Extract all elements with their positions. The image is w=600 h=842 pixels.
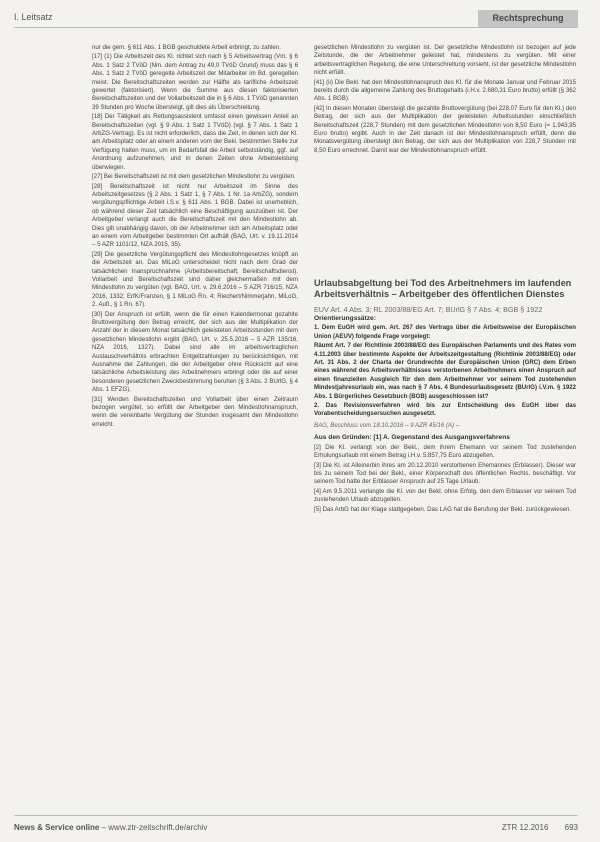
paragraph: [42] In diesen Monaten übersteigt die gezahlte Bruttovergütung (bei 228,07 Euro für den Kl.) den Betrag, der sich aus der Multiplikation der geleisteten Arbeitsstunden einschließlich Bereitschaftszeit (228,7 Stunden) mit dem gesetzlichen Mindestlohn von 8,50 Euro (= 1.943,95 Euro brutto) ergibt. Auch in der Zeit danach ist der Mindestlohnanspruch erfüllt, denn die Monatsvergütung übersteigt den Betrag, der sich aus der Multiplikation von 228,7 Stunden mit 8,50 Euro errechnet. Damit war der Mindestlohnanspruch erfüllt.	[314, 104, 576, 154]
statute-references: EUV Art. 4 Abs. 3; RL 2003/88/EG Art. 7; BUrlG § 7 Abs. 4; BGB § 1922	[314, 305, 543, 314]
paragraph: [18] Der Tätigkeit als Rettungsassistent umfasst einen gewissen Anteil an Bereitschaftszeiten (vgl. § 9 Abs. 1 Satz 1 TVöD) (vgl. § 7 Abs. 1 Satz 1 ArbZG-Vertrag). Es ist nicht erforderlich, dass die Zeit, in denen sich der Kl. am Arbeitsplatz oder an einem anderen vom der Bekl. bestimmten Stelle zur Verfügung halten muss, um im Bedarfsfall die Arbeit selbstständig, ggf. auf Anordnung aufzunehmen, und in denen Zeiten ohne Arbeitsleistung überwiegen.	[92, 113, 298, 171]
left-text-column	[92, 44, 298, 800]
paragraph: [28] Bereitschaftszeit ist nicht nur Arbeitszeit im Sinne des Arbeitszeitgesetzes (§ 2 Abs. 1 Satz 1, § 7 Abs. 1 Nr. 1a ArbZG), sondern vergütungspflichtige Arbeit i.S.v. § 611 Abs. 1 BGB. Dabei ist unerheblich, ob während dieser Zeit tatsächlich eine Beschäftigung auszuüben ist. Der Arbeitgeber verlangt auch die Bereitschaftszeit mit den Mindestlohn ab. Dies gilt unabhängig davon, ob der Arbeitnehmer sich am Arbeitsplatz oder an einem vom Arbeitgeber bestimmten Ort aufhält (BAG, Urt. v. 19.11.2014 – 5 AZR 1101/12, NZA 2015, 35).	[92, 182, 298, 249]
guiding-principle: 2. Das Revisionsverfahren wird bis zur Entscheidung des EuGH über das Vorabentscheidungsersuchen ausgesetzt.	[314, 402, 576, 418]
paragraph: [5] Das ArbG hat der Klage stattgegeben. Das LAG hat die Berufung der Bekl. zurückgewiesen.	[314, 505, 572, 513]
paragraph: nur die gem. § 611 Abs. 1 BGB geschuldete Arbeit erbringt, zu zahlen.	[92, 44, 281, 51]
paragraph: gesetzlichen Mindestlohn zu vergüten ist. Der gesetzliche Mindestlohn ist bezogen auf jede Zeitstunde, die der Arbeitnehmer geleistet hat, mindestens zu vergüten. Mit einer arbeitsvertraglichen Regelung, die eine Unterschreitung vorsieht, ist der gesetzliche Mindestlohn nicht erfüllt.	[314, 44, 576, 77]
paragraph: [3] Die Kl. ist Alleinerbin ihres am 20.12.2010 verstorbenen Ehemannes (Erblasser). Dieser war bis zu seinem Tod bei der Bekl., einer Körperschaft des öffentlichen Rechts, beschäftigt. Vor seinem Tod hatte der Erblasser Anspruch auf 25 Tage Urlaub.	[314, 461, 576, 486]
paragraph: [30] Der Anspruch ist erfüllt, wenn die für einen Kalendermonat gezahlte Bruttovergütung den Betrag erreicht, der sich aus der Multiplikation der Anzahl der in diesem Monat tatsächlich geleisteten Arbeitsstunden mit dem gesetzlichen Mindestlohn ergibt (BAG, Urt. v. 25.5.2016 – 5 AZR 135/16, NZA 2016, 1327). Dabei sind alle im arbeitsvertraglichen Austauschverhältnis erbrachten Entgeltzahlungen zu berücksichtigen, mit Ausnahme der Zahlungen, die der Arbeitgeber ohne Rücksicht auf eine tatsächliche Arbeitsleistung des Arbeitnehmers erbringt oder die auf einer besonderen gesetzlichen Zweckbestimmung beruhen (§ 3 Abs. 2 BUrlG, § 4 Abs. 1 EFZG).	[92, 310, 298, 394]
paragraph: [29] Die gesetzliche Vergütungspflicht des Mindestlohngesetzes knüpft an die Arbeitszeit an. Das MiLoG unterscheidet nicht nach dem Grad der tatsächlichen Inanspruchnahme (Arbeitsbereitschaft, Bereitschaftsdienst). Vollarbeit und Bereitschaftszeit sind daher gleichermaßen mit dem Mindestlohn zu vergüten (vgl. BAG, Urt. v. 29.6.2016 – 5 AZR 716/15, NZA 2016, 1332; ErfK/Franzen, § 1 MiLoG Rn. 4; Riechert/Nimmerjahn, MiLoG, 2. Aufl., § 1 Rn. 67).	[92, 250, 298, 309]
guiding-principle: 1. Dem EuGH wird gem. Art. 267 des Vertrags über die Arbeitsweise der Europäischen Union (AEUV) folgende Frage vorgelegt:	[314, 324, 576, 340]
previous-decision-end	[314, 44, 576, 264]
guiding-principles-heading: Orientierungssätze:	[314, 315, 376, 322]
header-rule	[14, 27, 578, 28]
decision-article	[314, 278, 576, 514]
section-header: I. Leitsatz	[14, 12, 53, 22]
article-title: Urlaubsabgeltung bei Tod des Arbeitnehmers im laufenden Arbeitsverhältnis – Arbeitgeber des öffentlichen Dienstes	[314, 278, 572, 299]
right-text-column	[314, 44, 576, 804]
paragraph: [2] Die Kl. verlangt von der Bekl., dem ihrem Ehemann vor seinem Tod zustehenden Erholungsurlaub mit einem Betrag i.H.v. 5.857,75 Euro abzugelten.	[314, 443, 576, 460]
footer-rule	[14, 815, 578, 816]
paragraph: [41] (ii) Die Bekl. hat den Mindestlohnanspruch des Kl. für die Monate Januar und Februar 2015 bereits durch die allgemeine Zahlung des Bruttogehalts (i.H.v. 2.680,31 Euro brutto) erfüllt (§ 362 Abs. 1 BGB).	[314, 78, 576, 103]
footer-brand: News & Service online – www.ztr-zeitschrift.de/archiv	[14, 823, 208, 832]
footer-url-link[interactable]: www.ztr-zeitschrift.de/archiv	[108, 823, 208, 832]
journal-issue: ZTR 12.2016	[501, 823, 549, 832]
decision-citation: BAG, Beschluss vom 18.10.2016 – 9 AZR 45/16 (A) –	[314, 421, 460, 429]
footer-brand-label: News & Service online	[14, 823, 100, 832]
page-number: 693	[564, 823, 578, 832]
guiding-principle: Räumt Art. 7 der Richtlinie 2003/88/EG des Europäischen Parlaments und des Rates vom 4.11.2003 über bestimmte Aspekte der Arbeitszeitgestaltung (Richtlinie 2003/88/EG) oder Art. 31 Abs. 2 der Charta der Grundrechte der Europäischen Union (GRC) dem Erben eines während des Arbeitsverhältnisses verstorbenen Arbeitnehmers einen Anspruch auf einen finanziellen Ausgleich für den dem Arbeitnehmer vor seinem Tod zustehenden Mindestjahresurlaub ein, was nach § 7 Abs. 4 Bundesurlaubsgesetz (BUrlG) i.V.m. § 1922 Abs. 1 Bürgerliches Gesetzbuch (BGB) ausgeschlossen ist?	[314, 342, 576, 400]
footer-issue	[502, 823, 578, 832]
paragraph: [4] Am 9.5.2011 verlangte die Kl. von der Bekl. ohne Erfolg, den dem Erblasser vor seinem Tod zustehenden Urlaub abzugelten.	[314, 487, 576, 504]
paragraph: [17] (1) Die Arbeitszeit des Kl. richtet sich nach § 5 Arbeitsvertrag (Vm. § 6 Abs. 1 Satz 2 TVöD (Nm. dem Antrag zu 49,0 TVöD Grund) muss das § 6 Abs. 1 Satz 2 TVöD geregelte Arbeitszeit der Mitarbeiter im Bd. geregelten meist. Die Bereitschaftszeiten werden zur Hälfte als tarifliche Arbeitszeit gewertet (faktorisiert). Wenn die Summe aus diesen faktorisierten Bereitschaftszeiten und der Vollarbeitszeit die in § 6 Abs. 1 TVöD genannten 39 Stunden pro Woche übersteigt, gilt dies als Überschreitung.	[92, 53, 298, 111]
paragraph: [31] Werden Bereitschaftszeiten und Vollarbeit über einen Zeitraum bezogen vergütet, so erfüllt der Arbeitgeber den Mindestlohnanspruch, wenn die vereinbarte Vergütung der Stunden insgesamt den Mindestlohn erreicht.	[92, 395, 298, 428]
rubric-tab: Rechtsprechung	[478, 10, 578, 27]
paragraph: [27] Bei Bereitschaftszeit ist mit dem gesetzlichen Mindestlohn zu vergüten.	[92, 173, 296, 181]
reasons-heading: Aus den Gründen: [1] A. Gegenstand des Ausgangsverfahrens	[314, 434, 510, 442]
